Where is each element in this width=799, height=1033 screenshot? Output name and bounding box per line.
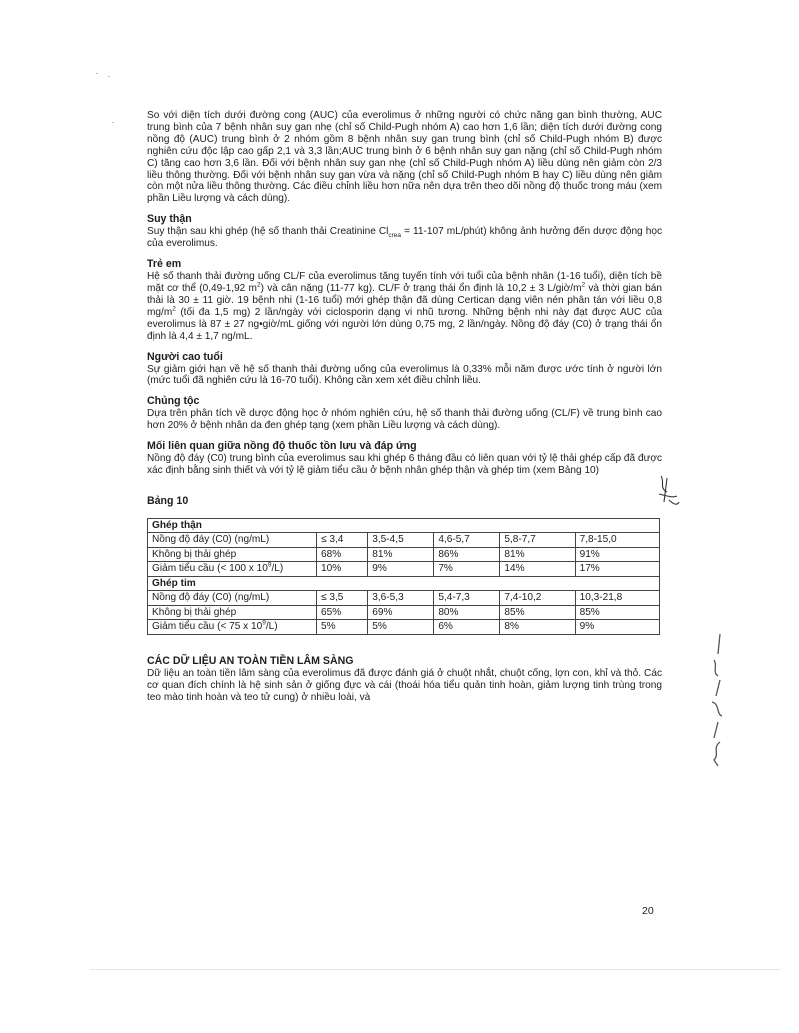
table-cell: 85%	[500, 605, 575, 620]
initials-signature-icon	[655, 472, 681, 508]
table-cell: 7%	[434, 562, 500, 577]
table-cell: 5%	[317, 620, 368, 635]
row-label: Không bị thải ghép	[148, 547, 317, 562]
table-row	[148, 547, 660, 562]
table-cell: 85%	[575, 605, 659, 620]
preclinical-heading: CÁC DỮ LIỆU AN TOÀN TIỀN LÂM SÀNG	[147, 654, 354, 667]
table-title: Bảng 10	[147, 494, 189, 507]
table-cell: 5,8-7,7	[500, 533, 575, 548]
table-10	[147, 518, 660, 635]
ethnicity-heading: Chủng tộc	[147, 395, 200, 408]
table-cell: 7,8-15,0	[575, 533, 659, 548]
page-number: 20	[642, 905, 654, 917]
table-row	[148, 562, 660, 577]
scan-speck	[96, 73, 98, 74]
table-cell: 7,4-10,2	[500, 591, 575, 606]
group-kidney: Ghép thận	[148, 518, 660, 533]
table-row	[148, 533, 660, 548]
row-label: Giảm tiểu cầu (< 100 x $10^9/L$)	[148, 562, 317, 577]
footer-divider	[90, 969, 780, 970]
table-cell: 3,5-4,5	[368, 533, 434, 548]
row-label: Nồng độ đáy (C0) (ng/mL)	[148, 533, 317, 548]
table-cell: 86%	[434, 547, 500, 562]
row-label: Giảm tiểu cầu (< 75 x $10^9/L$)	[148, 620, 317, 635]
scan-speck	[112, 122, 114, 123]
table-cell: 5%	[368, 620, 434, 635]
margin-handwriting-icon	[698, 630, 738, 770]
table-row	[148, 591, 660, 606]
table-cell: ≤ 3,5	[317, 591, 368, 606]
exposure-response-section	[147, 440, 662, 477]
elderly-section	[147, 351, 662, 388]
table-row	[148, 605, 660, 620]
renal-heading: Suy thận	[147, 213, 192, 226]
table-cell: 9%	[575, 620, 659, 635]
table-cell: 68%	[317, 547, 368, 562]
pediatric-text: Hệ số thanh thải đường uống CL/F của everolimus tăng tuyến tính với tuổi của bệnh nhân (1-16 tuổi), diện tích bề mặt cơ thể (0,49-1,92 $m^2$) và cân nặng (11-77 kg). CL/F ở trạng thái ổn định là 10,2 ± 3 $L/giờ/m^2$ và thời gian bán thải là 30 ± 11 giờ. 19 bệnh nhi (1-16 tuổi) mới ghép thận đã dùng Certican dạng viên nén phân tán với liều 0,8 $mg/m^2$ (tối đa 1,5 mg) 2 lần/ngày với ciclosporin dạng vi nhũ tương. Những bệnh nhi này đạt được AUC của everolimus là 87 ± 27 ng•giờ/mL giống với người lớn dùng 0,75 mg, 2 lần/ngày. Nồng độ đáy (C0) ở trạng thái ổn định là 4,4 ± 1,7 ng/mL.	[147, 271, 662, 342]
ethnicity-section	[147, 395, 662, 432]
row-label: Nồng độ đáy (C0) (ng/mL)	[148, 591, 317, 606]
elderly-heading: Người cao tuổi	[147, 350, 223, 363]
row-label: Không bị thải ghép	[148, 605, 317, 620]
scan-speck	[108, 76, 110, 77]
table-cell: 3,6-5,3	[368, 591, 434, 606]
pediatric-section	[147, 258, 662, 342]
ethnicity-text: Dựa trên phân tích về dược động học ở nhóm nghiên cứu, hệ số thanh thải đường uống (CL/F) về trung bình cao hơn 20% ở bệnh nhân da đen ghép tạng (xem phần Liều lượng và cách dùng).	[147, 408, 662, 432]
table-group-row	[148, 576, 660, 591]
table-cell: 10,3-21,8	[575, 591, 659, 606]
pediatric-heading: Trẻ em	[147, 258, 182, 271]
table-cell: 4,6-5,7	[434, 533, 500, 548]
table-cell: 65%	[317, 605, 368, 620]
table-cell: 69%	[368, 605, 434, 620]
group-heart: Ghép tim	[148, 576, 660, 591]
preclinical-text: Dữ liệu an toàn tiền lâm sàng của everolimus đã được đánh giá ở chuột nhắt, chuột cống, lợn con, khỉ và thỏ. Các cơ quan đích chính là hệ sinh sản ở giống đực và cái (thoái hóa tiểu quản tinh hoàn, giảm lượng tinh trùng trong teo mào tinh hoàn và teo tử cung) ở nhiều loài, và	[147, 667, 662, 703]
table-cell: 8%	[500, 620, 575, 635]
table-group-row	[148, 518, 660, 533]
hepatic-paragraph: So với diện tích dưới đường cong (AUC) của everolimus ở những người có chức năng gan bình thường, AUC trung bình của 7 bệnh nhân suy gan nhẹ (chỉ số Child-Pugh nhóm A) cao hơn 1,6 lần; diện tích dưới đường cong nồng độ (AUC) trung bình ở 2 nhóm gồm 8 bệnh nhân suy gan trung bình (chỉ số Child-Pugh nhóm B) được nghiên cứu độc lập cao gấp 2,1 và 3,3 lần;AUC trung bình ở 6 bệnh nhân suy gan nặng (chỉ số Child-Pugh nhóm C) tăng cao hơn 3,6 lần. Đối với bệnh nhân suy gan nhẹ (chỉ số Child-Pugh nhóm A) liều dùng nên giảm còn 2/3 liều thông thường. Đối với bệnh nhân suy gan vừa và nặng (chỉ số Child-Pugh nhóm B hay C) liều dùng nên giảm còn một nửa liều thông thường. Các điều chỉnh liều hơn nữa nên dựa trên theo dõi nồng độ thuốc trong máu (xem phần Liều lượng và cách dùng).	[147, 110, 662, 205]
exposure-response-heading: Mối liên quan giữa nồng độ thuốc tồn lưu và đáp ứng	[147, 440, 417, 453]
renal-text: Suy thận sau khi ghép (hệ số thanh thải Creatinine $Cl_{crea} = 11-107$ mL/phút) không ảnh hưởng đến dược động học của everolimus.	[147, 226, 662, 250]
exposure-response-text: Nồng độ đáy (C0) trung bình của everolimus sau khi ghép 6 tháng đầu có liên quan với tỷ lệ thải ghép cấp đã được xác định bằng sinh thiết và với tỷ lệ giảm tiểu cầu ở bệnh nhân ghép thận và ghép tim (xem Bảng 10)	[147, 453, 662, 477]
preclinical-section	[147, 655, 662, 704]
table-cell: 9%	[368, 562, 434, 577]
elderly-text: Sự giảm giới hạn về hệ số thanh thải đường uống của everolimus là 0,33% mỗi năm được ước tính ở người lớn (mức tuổi đã nghiên cứu là 16-70 tuổi). Không cần xem xét điều chỉnh liều.	[147, 363, 662, 387]
table-cell: 10%	[317, 562, 368, 577]
table-cell: 14%	[500, 562, 575, 577]
table-cell: ≤ 3,4	[317, 533, 368, 548]
renal-section	[147, 213, 662, 250]
table-cell: 6%	[434, 620, 500, 635]
table-cell: 17%	[575, 562, 659, 577]
table-cell: 91%	[575, 547, 659, 562]
table-row	[148, 620, 660, 635]
table-cell: 5,4-7,3	[434, 591, 500, 606]
document-page	[147, 110, 662, 704]
table-cell: 80%	[434, 605, 500, 620]
table-cell: 81%	[500, 547, 575, 562]
table-cell: 81%	[368, 547, 434, 562]
